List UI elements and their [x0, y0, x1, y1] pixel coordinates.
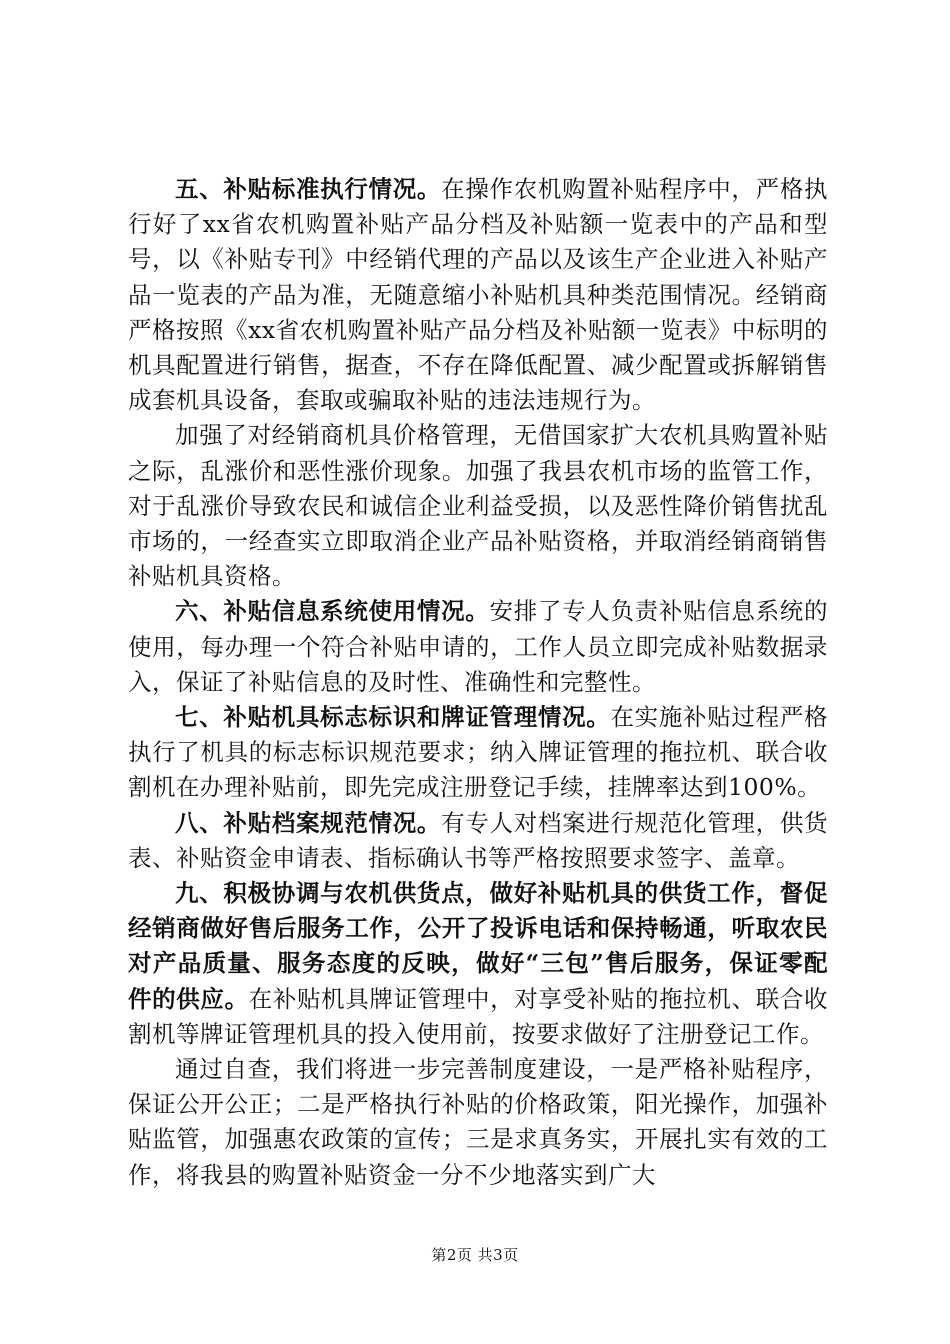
paragraph-section-7: [128, 700, 828, 806]
section-text: 在操作农机购置补贴程序中，严格执行好了xx省农机购置补贴产品分档及补贴额一览表中的产品和型号，以《补贴专刊》中经销代理的产品以及该生产企业进入补贴产品一览表的产品为准，无随意缩小补贴机具种类范围情况。经销商严格按照《xx省农机购置补贴产品分档及补贴额一览表》中标明的机具配置进行销售，据查，不存在降低配置、减少配置或拆解销售成套机具设备，套取或骗取补贴的违法违规行为。: [128, 175, 829, 415]
section-heading: 八、补贴档案规范情况。: [175, 808, 442, 837]
section-heading: 九、积极协调与农机供货点，做好补贴机具的供货工作，督促经销商做好售后服务工作，公开了投诉电话和保持畅通，听取农民对产品质量、服务态度的反映，做好“三包”售后服务，保证零配件的供应。: [128, 879, 828, 1013]
section-text: 有专人对档案进行规范化管理，供货表、补贴资金申请表、指标确认书等严格按照要求签字、盖章。: [128, 808, 829, 872]
paragraph-conclusion: [128, 1052, 828, 1193]
section-text: 加强了对经销商机具价格管理，无借国家扩大农机具购置补贴之际，乱涨价和恶性涨价现象。加强了我县农机市场的监管工作，对于乱涨价导致农民和诚信企业利益受损，以及恶性降价销售扰乱市场的，一经查实立即取消企业产品补贴资格，并取消经销商销售补贴机具资格。: [128, 421, 828, 591]
section-heading: 七、补贴机具标志标识和牌证管理情况。: [175, 703, 611, 732]
section-heading: 六、补贴信息系统使用情况。: [175, 597, 490, 626]
paragraph-section-6: [128, 594, 828, 700]
paragraph-price-management: [128, 418, 828, 594]
page-footer: 第2页 共3页: [431, 1246, 519, 1264]
section-heading: 五、补贴标准执行情况。: [175, 175, 442, 203]
document-body: [128, 172, 828, 1193]
section-text: 在实施补贴过程严格执行了机具的标志标识规范要求；纳入牌证管理的拖拉机、联合收割机在办理补贴前，即先完成注册登记手续，挂牌率达到100%。: [128, 703, 829, 802]
section-text: 安排了专人负责补贴信息系统的使用，每办理一个符合补贴申请的，工作人员立即完成补贴数据录入，保证了补贴信息的及时性、准确性和完整性。: [128, 597, 828, 696]
paragraph-section-9: [128, 876, 828, 1052]
paragraph-section-8: [128, 806, 828, 876]
section-text: 在补贴机具牌证管理中，对享受补贴的拖拉机、联合收割机等牌证管理机具的投入使用前，按要求做好了注册登记工作。: [128, 984, 829, 1048]
paragraph-section-5: [128, 172, 828, 418]
section-text: 通过自查，我们将进一步完善制度建设，一是严格补贴程序，保证公开公正；二是严格执行补贴的价格政策，阳光操作，加强补贴监管，加强惠农政策的宣传；三是求真务实，开展扎实有效的工作，将我县的购置补贴资金一分不少地落实到广大: [128, 1055, 828, 1189]
